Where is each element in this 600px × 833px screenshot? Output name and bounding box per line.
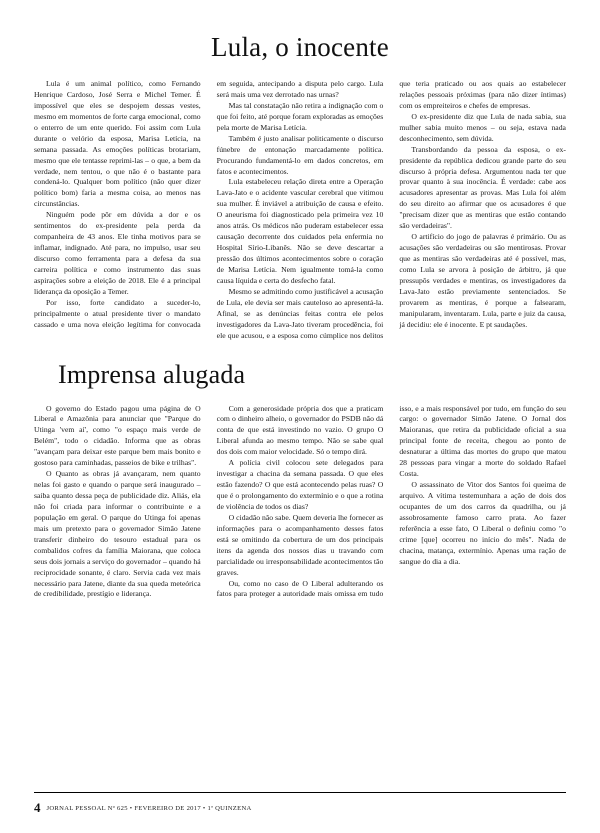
paragraph: O cidadão não sabe. Quem deveria lhe fornecer as informações para o acompanhamento desses fatos está se omitindo da cobertura de um dos principais itens da agenda dos nossos dias u travando com parcialidade ou irresponsabilidade acontecimentos tão graves. (216, 512, 384, 577)
paragraph: O ex-presidente diz que Lula de nada sabia, sua mulher sabia muito menos – ou seja, estava nada desconhecimento, sem dúvida. (399, 111, 566, 143)
page-footer (34, 792, 566, 819)
paragraph: Mas tal constatação não retira a indignação com o que foi feito, até porque foram exploradas as emoções pela morte de Marisa Letícia. (216, 100, 384, 132)
paragraph: Também é justo analisar politicamente o discurso fúnebre de entonação marcadamente política. Procurando fundamentá-lo em dados concretos, em fatos e acontecimentos. (216, 133, 384, 176)
paragraph: O assassinato de Vitor dos Santos foi queima de arquivo. A vítima testemunhara a ação de dois dos ocupantes de um dos carros da quadrilha, ou já assobrosamente famoso carro prata. Ao fazer referência a esse fato, O Liberal o definiu como "o crime [que] ocorreu no início do mês". Nada de chacina, matança, extermínio. Apenas uma ração de sangue do dia a dia. (399, 480, 566, 566)
paragraph: A polícia civil colocou sete delegados para investigar a chacina da semana passada. O que eles estão fazendo? O que está acontecendo pelas ruas? O que é o prolongamento do extermínio e o que a rotina de violência de todos os dias? (216, 458, 384, 511)
footer-imprint: JORNAL PESSOAL Nº 625 • FEVEREIRO DE 2017 • 1ª QUINZENA (46, 804, 252, 812)
paragraph: Lula estabeleceu relação direta entre a Operação Lava-Jato e o acidente vascular cerebral que vitimou sua mulher. É inviável a atribuição de causa e efeito. O aneurisma foi diagnosticado pela primeira vez 10 anos atrás. Os médicos não puderam estabelecer essa causação decorrente dos cuidados pela enfermia no Hospital Sírio-Libanês. Não se deve descartar a pressão dos últimos acontecimentos sobre o coração de Marisa Letícia. Nem igualmente tomá-la como causa líquida e certa do desfecho fatal. (216, 177, 384, 285)
paragraph: O governo do Estado pagou uma página de O Liberal e Amazônia para anunciar que "Parque do Utinga 'vem aí', como "o espaço mais verde de Belém", todo o cidadão. Informa que as obras "avançam para deixar este parque bem mais bonito e gostoso para caminhadas, passeios de bike e trilhas". (34, 403, 201, 468)
article-title-lula: Lula, o inocente (211, 32, 389, 62)
paragraph: Ou, como no caso de O Liberal adulterando os fatos para proteger a autoridade mais omissa em tudo isso, e a mais responsável por tudo, em função do seu cargo: o governador Simão Jatene. O Jornal dos Maioranas, que retira da publicidade oficial a sua principal fonte de receita, chegou ao ponto de desnaturar a última das mortes do grupo que matou 28 pessoas para vingar a morte do soldado Rafael Costa. (216, 403, 566, 599)
paragraph: O artifício do jogo de palavras é primário. Ou as acusações são verdadeiras ou são mentirosas. Provar que as mentiras são verdadeiras até é possível, mas, como Lula se arvora à posição de árbitro, já que pressupôs verdades e mentiras, os investigadores da Lava-Jato estão previamente sentenciados. Se provarem as mentiras, é porque a falsearam, manipularam, inventaram. Lula, parte e juiz da causa, já decidiu: ele é inocente. E pt saudações. (399, 232, 566, 329)
paragraph: Com a generosidade própria dos que a praticam com o dinheiro alheio, o governador do PSDB não dá conta de que está investindo no vazio. O grupo O Liberal afunda ao mesmo tempo. Não se sabe qual dos dois com maior velocidade. Só o tempo dirá. (216, 403, 384, 457)
paragraph: Mesmo se admitindo como justificável a acusação de Lula, ele devia ser mais cauteloso ao apresentá-la. Afinal, se as denúncias feitas contra ele pelos investigadores da Lava-Jato tiveram procedência, foi ele que acusou, e a esposa como cúmplice nos delitos que teria praticado ou aos quais ao estabelecer relações pessoais próximas (para não dizer íntimas) com os empreiteiros e chefes de empresas. (216, 79, 566, 340)
paragraph: Por isso, forte candidato a suceder-lo, principalmente o atual presidente tiver o mandato cassado e uma nova eleição legítima for convocada em seguida, antecipando a disputa pelo cargo. Lula será mais uma vez derrotado nas urnas? (34, 79, 384, 329)
article-body-lula (34, 79, 566, 342)
paragraph: Transbordando da pessoa da esposa, o ex-presidente da república dedicou grande parte do seu discurso à própria defesa. Argumentou nada ter que provar quanto à sua inocência. É verdade: cabe aos acusadores apresentar as provas. Mas Lula foi além do seu direito ao afirmar que os acusadores é que "precisam dizer que as mentiras que estão contando são verdadeiras". (399, 144, 566, 231)
article-body-imprensa (34, 404, 566, 601)
article-title-imprensa: Imprensa alugada (58, 359, 246, 389)
page-number: 4 (34, 800, 41, 815)
paragraph: Lula é um animal político, como Fernando Henrique Cardoso, José Serra e Michel Temer. É impossível que eles se despojem dessas vestes, mesmo em momentos de forte carga emocional, como o enterro de um ente querido. Foi assim com Lula durante o velório da esposa, Marisa Letícia, na semana passada. As emoções políticas brotariam, mesmo que ele tentasse reprimi-las – o que, a bem da verdade, nem tentou, o que não é o bastante para condená-lo. Qualquer bom político (não quer dizer político bom) faria a mesma coisa, ao menos nas circunstâncias. (34, 79, 201, 209)
paragraph: O Quanto as obras já avançaram, nem quanto nelas foi gasto e quando o parque será inaugurado – saiba quanto dessa peça de publicidade diz. Aliás, ela não foi criada para informar o contribuinte e a população em geral. O parque do Utinga foi apenas mais um pretexto para o governador Simão Jatene transferir dinheiro do tesouro estadual para os combalidos cofres da família Maiorana, que coloca seus dois jornais a serviço do governador – quando há reciprocidade sonante, é claro. Servia cada vez mais necessário para Jatene, diante da sua queda meteórica de credibilidade, prestígio e liderança. (34, 469, 201, 599)
paragraph: Ninguém pode pôr em dúvida a dor e os sentimentos do ex-presidente pela perda da companheira de 43 anos. Ele tinha motivos para se inflamar, indignado. Até para, no impulso, usar seu discurso como ferramenta para a defesa da sua carreira política e como instrumento das suas aspirações sobre a eleição de 2018. Ele é a principal liderança da oposição a Temer. (34, 210, 201, 296)
